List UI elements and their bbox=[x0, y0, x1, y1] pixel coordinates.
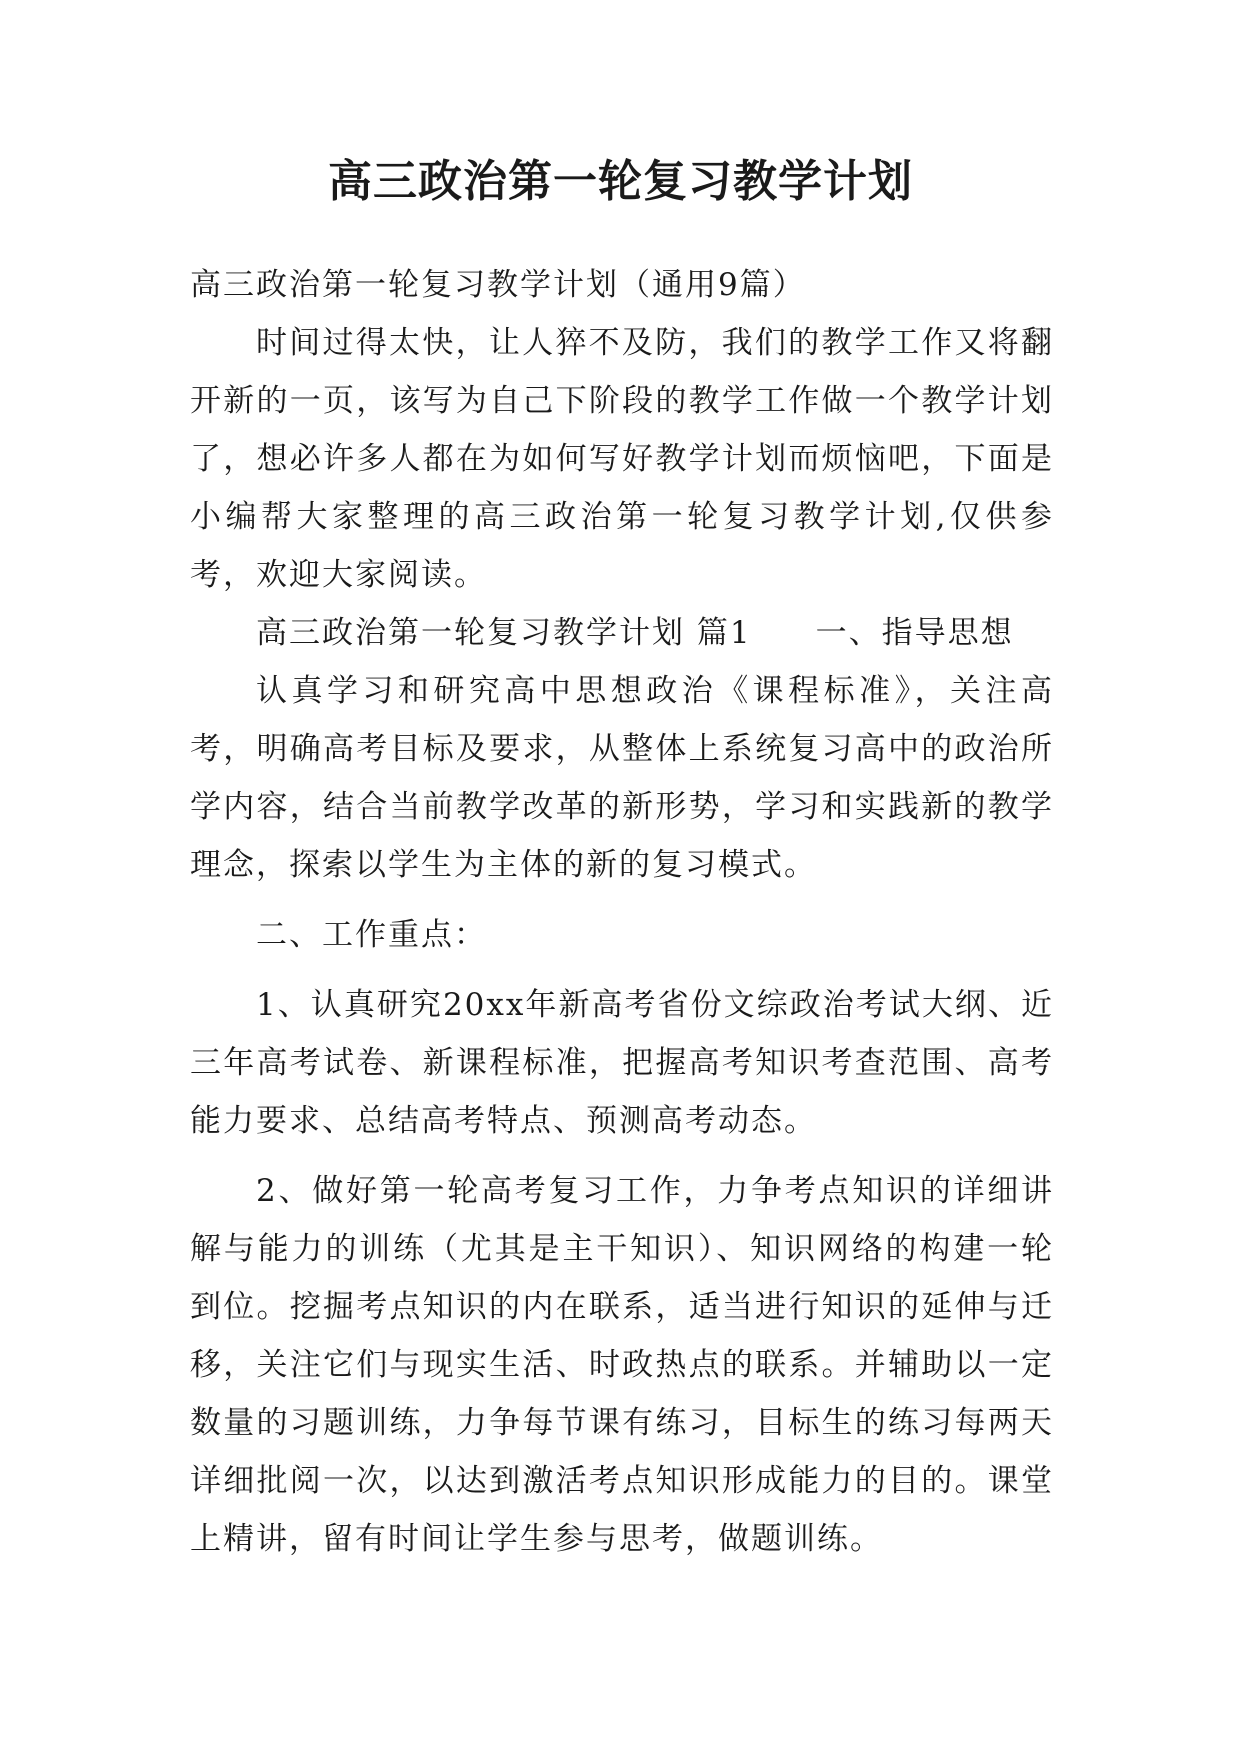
document-title: 高三政治第一轮复习教学计划 bbox=[328, 156, 913, 207]
intro-paragraph: 时间过得太快，让人猝不及防，我们的教学工作又将翻开新的一页，该写为自己下阶段的教学工作做一个教学计划了，想必许多人都在为如何写好教学计划而烦恼吧，下面是小编帮大家整理的高三政治第一轮复习教学计划,仅供参考，欢迎大家阅读。 bbox=[190, 325, 1054, 593]
section1-paragraph: 认真学习和研究高中思想政治《课程标准》，关注高考，明确高考目标及要求，从整体上系统复习高中的政治所学内容，结合当前教学改革的新形势，学习和实践新的教学理念，探索以学生为主体的新的复习模式。 bbox=[190, 673, 1054, 883]
document-subtitle: 高三政治第一轮复习教学计划（通用9篇） bbox=[190, 267, 806, 303]
section2-heading: 二、工作重点： bbox=[256, 917, 487, 953]
part-heading: 高三政治第一轮复习教学计划 篇1 bbox=[256, 615, 752, 651]
part-heading-line bbox=[190, 604, 1054, 662]
document-body bbox=[190, 256, 1054, 1568]
section1-heading: 一、指导思想 bbox=[815, 615, 1014, 651]
item2-paragraph: 2、做好第一轮高考复习工作，力争考点知识的详细讲解与能力的训练（尤其是主干知识）、知识网络的构建一轮到位。挖掘考点知识的内在联系，适当进行知识的延伸与迁移，关注它们与现实生活、时政热点的联系。并辅助以一定数量的习题训练，力争每节课有练习，目标生的练习每两天详细批阅一次，以达到激活考点知识形成能力的目的。课堂上精讲，留有时间让学生参与思考，做题训练。 bbox=[190, 1173, 1054, 1557]
item1-paragraph: 1、认真研究20xx年新高考省份文综政治考试大纲、近三年高考试卷、新课程标准，把握高考知识考查范围、高考能力要求、总结高考特点、预测高考动态。 bbox=[190, 987, 1054, 1139]
